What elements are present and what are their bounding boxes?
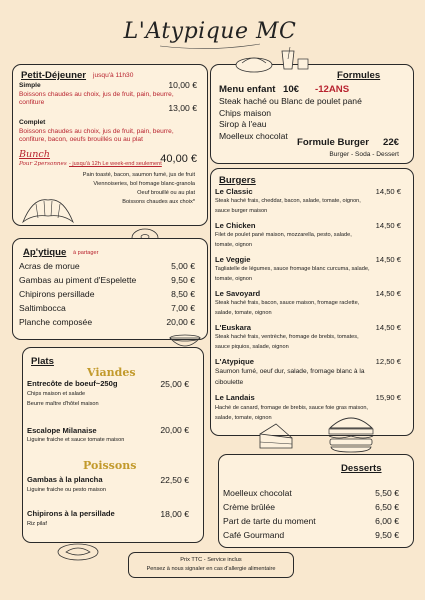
footer-note (128, 552, 294, 578)
burger-name: Le Savoyard (215, 289, 261, 298)
item-desc: Boissons chaudes au choix, jus de fruit, pain, beurre, (19, 91, 174, 98)
item-price: 5,00 € (171, 261, 195, 271)
svg-text:L'Atypique MC: L'Atypique MC (123, 19, 297, 44)
bunch-line: Pain toasté, bacon, saumon fumé, jus de fruit (82, 172, 195, 178)
menu-line: Sirop à l'eau (219, 119, 267, 129)
menu-enfant-price: 10€ (283, 84, 300, 95)
item-name: Simple (19, 82, 41, 89)
dessert-name: Moelleux chocolat (223, 488, 292, 498)
meal-illustration (232, 45, 312, 75)
dessert-name: Part de tarte du moment (223, 516, 316, 526)
item-desc: confiture, bacon, oeufs brouillés ou au plat (19, 136, 143, 143)
viandes-heading: Viandes (87, 366, 136, 379)
formule-burger-desc: Burger - Soda - Dessert (329, 151, 399, 158)
dessert-name: Café Gourmand (223, 530, 285, 540)
burger-desc: sauce burger maison (215, 208, 268, 214)
burger-desc: Steak haché frais, bacon, sauce maison, fromage raclette, (215, 300, 360, 306)
item-name: Gambas au piment d'Espelette (19, 275, 137, 285)
item-name: Bunch (19, 149, 50, 160)
item-price: 8,50 € (171, 289, 195, 299)
dessert-price: 6,00 € (375, 516, 399, 526)
burger-desc: ciboulette (215, 379, 244, 386)
item-name: Saltimbocca (19, 303, 66, 313)
item-subtitle: Pour 2personnes (19, 161, 67, 167)
footer-line-2: Pensez à nous signaler en cas d'allergie alimentaire (146, 566, 276, 572)
section-subtitle: à partager (73, 250, 99, 256)
item-desc: confiture (19, 99, 45, 106)
dessert-price: 6,50 € (375, 502, 399, 512)
item-desc: Liguine fraiche ou pesto maison (27, 487, 106, 493)
item-desc: Boissons chaudes au choix, jus de fruit, pain, beurre, (19, 128, 174, 135)
dessert-name: Crème brûlée (223, 502, 276, 512)
burger-desc: Tagliatelle de légumes, sauce fromage blanc curcuma, salade, (215, 266, 370, 272)
dessert-price: 9,50 € (375, 530, 399, 540)
burger-price: 14,50 € (375, 221, 401, 230)
menu-enfant-title: Menu enfant (219, 84, 276, 95)
item-price: 25,00 € (160, 379, 189, 389)
burger-desc: sauce piquios, salade, oignon (215, 344, 289, 350)
item-name: Gambas à la plancha (27, 475, 103, 484)
item-name: Escalope Milanaise (27, 426, 97, 435)
section-title: Desserts (341, 463, 382, 474)
formule-burger-title: Formule Burger (297, 137, 369, 148)
burger-desc: salade, tomate, oignon (215, 310, 272, 316)
burger-name: Le Veggie (215, 255, 251, 264)
item-desc: Liguine fraiche et sauce tomate maison (27, 437, 125, 443)
formule-burger-price: 22€ (382, 137, 399, 148)
burger-desc: Steak haché frais, ventrèche, fromage de brebis, tomates, (215, 334, 359, 340)
burger-price: 14,50 € (375, 323, 401, 332)
cake-illustration (256, 420, 296, 454)
burger-name: L'Euskara (215, 323, 251, 332)
burger-desc: Steak haché frais, cheddar, bacon, salade, tomate, oignon, (215, 198, 361, 204)
burger-price: 14,50 € (375, 255, 401, 264)
item-price: 13,00 € (168, 103, 197, 113)
poissons-heading: Poissons (83, 459, 137, 472)
bunch-line: Viennoiseries, bol fromage blanc-granola (93, 181, 195, 187)
burger-name: Le Classic (215, 187, 253, 196)
section-title: Formules (337, 70, 381, 81)
section-title: Ap'ytique (23, 247, 67, 258)
burger-desc: Haché de canard, fromage de brebis, sauce foie gras maison, (215, 405, 368, 411)
burger-name: L'Atypique (215, 357, 254, 366)
item-name: Planche composée (19, 317, 93, 327)
aperitif-section (12, 238, 208, 340)
item-price: 7,00 € (171, 303, 195, 313)
burger-desc: Filet de poulet pané maison, mozzarella, pesto, salade, (215, 232, 352, 238)
burger-price: 14,50 € (375, 187, 401, 196)
item-desc: Beurre maître d'hôtel maison (27, 401, 99, 407)
item-name: Chipirons à la persillade (27, 509, 115, 518)
burger-desc: tomate, oignon (215, 276, 253, 282)
item-price: 40,00 € (160, 153, 197, 165)
burger-price: 12,50 € (375, 357, 401, 366)
burger-desc: Saumon fumé, oeuf dur, salade, fromage blanc à la (215, 368, 365, 375)
burger-name: Le Landais (215, 393, 255, 402)
burger-price: 14,50 € (375, 289, 401, 298)
item-name: Chipirons persillade (19, 289, 95, 299)
item-name: Complet (19, 119, 46, 126)
section-title: Burgers (219, 175, 256, 186)
item-name: Entrecôte de boeuf~250g (27, 379, 118, 388)
item-price: 18,00 € (160, 509, 189, 519)
item-price: 10,00 € (168, 80, 197, 90)
hours-note: jusqu'à 11h30 (93, 72, 134, 79)
plats-section (22, 347, 204, 543)
item-desc: Chips maison et salade (27, 391, 86, 397)
item-price: 9,50 € (171, 275, 195, 285)
formules-section (210, 64, 414, 164)
burger-name: Le Chicken (215, 221, 256, 230)
section-title: Petit-Déjeuner (21, 70, 87, 81)
footer-line-1: Prix TTC - Service inclus (180, 557, 242, 563)
bunch-line: Boissons chaudes aux choix* (122, 199, 195, 205)
item-price: 22,50 € (160, 475, 189, 485)
menu-line: Moelleux chocolat (219, 131, 288, 141)
plate-illustration (56, 540, 100, 562)
burger-illustration (326, 410, 376, 454)
dessert-price: 5,50 € (375, 488, 399, 498)
item-price: 20,00 € (160, 425, 189, 435)
age-badge: -12ANS (315, 84, 350, 95)
item-name: Acras de morue (19, 261, 80, 271)
croissant-illustration (18, 192, 78, 232)
section-title: Plats (31, 356, 54, 367)
desserts-section (218, 454, 414, 548)
burger-price: 15,90 € (375, 393, 401, 402)
menu-line: Chips maison (219, 108, 272, 118)
item-desc: Riz pilaf (27, 521, 47, 527)
burger-desc: tomate, oignon (215, 242, 253, 248)
menu-line: Steak haché ou Blanc de poulet pané (219, 96, 362, 106)
bunch-line: Oeuf brouillé ou au plat (137, 190, 195, 196)
burgers-section (210, 168, 414, 436)
bunch-note: - jusqu'à 12h Le week-end seulement (69, 161, 162, 167)
item-price: 20,00 € (166, 317, 195, 327)
burger-desc: salade, tomate, oignon (215, 415, 272, 421)
